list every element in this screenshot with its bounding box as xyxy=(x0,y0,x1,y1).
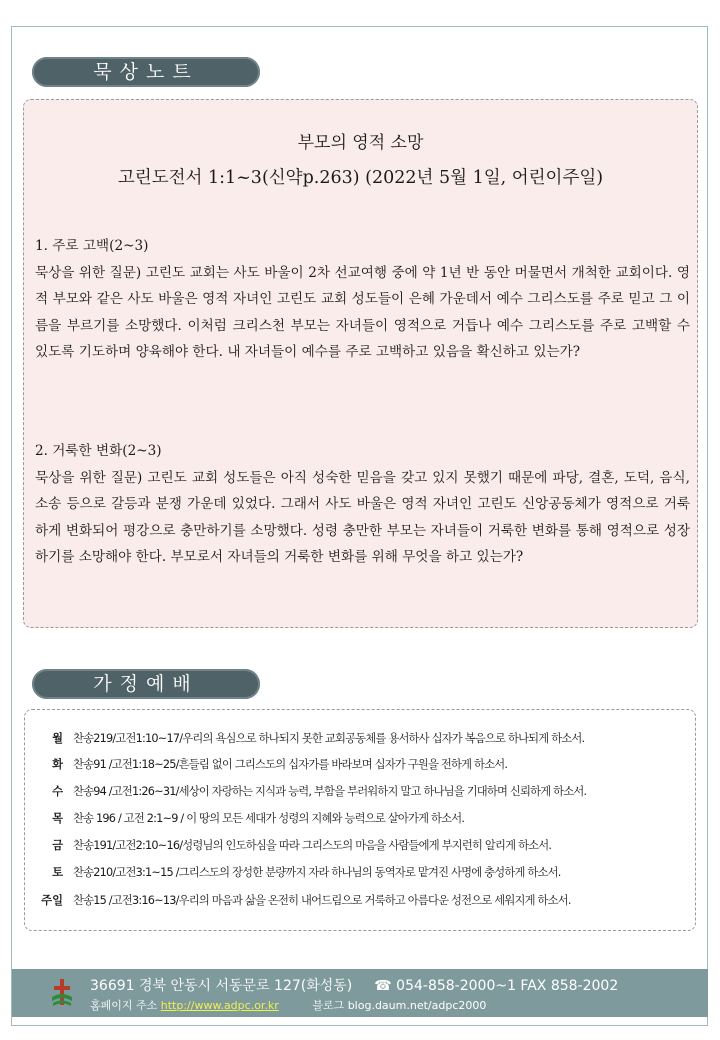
church-logo-icon xyxy=(50,977,74,1009)
day-label: 목 xyxy=(52,812,63,825)
church-footer xyxy=(12,969,708,1017)
worship-text: 찬송15 /고전3:16~13/우리의 마음과 삶을 온전히 내어드림으로 거룩하고 아름다운 성전으로 세워지게 하소서. xyxy=(73,894,571,907)
point-heading: 2. 거룩한 변화(2~3) xyxy=(35,443,162,459)
footer-web-line xyxy=(90,997,486,1013)
worship-row-mon xyxy=(33,728,693,750)
day-label: 금 xyxy=(52,839,63,852)
worship-row-sun xyxy=(33,890,693,912)
worship-text: 찬송210/고전3:1~15 /그리스도의 장성한 분량까지 자라 하나님의 동역자로 맡겨진 사명에 충성하게 하소서. xyxy=(73,866,561,879)
footer-address: 36691 경북 안동시 서동문로 127(화성동) xyxy=(90,978,353,994)
meditation-section-tab: 묵상노트 xyxy=(32,57,260,87)
meditation-box xyxy=(23,99,698,628)
worship-row-wed xyxy=(33,781,693,803)
worship-row-thu xyxy=(33,808,693,830)
day-label: 수 xyxy=(52,785,63,798)
worship-row-tue xyxy=(33,754,693,776)
scripture-reference: 고린도전서 1:1~3(신약p.263) (2022년 5월 1일, 어린이주일) xyxy=(117,168,604,188)
point-body: 묵상을 위한 질문) 고린도 교회 성도들은 아직 성숙한 믿음을 갖고 있지 못했기 때문에 파당, 결혼, 도덕, 음식, 소송 등으로 갈등과 분쟁 가운데 있었다. 그래서 사도 바울은 영적 자녀인 고린도 신앙공동체가 영적으로 거룩하게 변화되어 평강으로 충만하기를 소망했다. 성령 충만한 부모는 자녀들이 거룩한 변화를 통해 영적으로 성장하기를 소망해야 한다. 부모로서 자녀들의 거룩한 변화를 위해 무엇을 하고 있는가? xyxy=(35,469,690,565)
footer-contact-line xyxy=(90,975,618,995)
point-heading: 1. 주로 고백(2~3) xyxy=(35,238,149,254)
point-body: 묵상을 위한 질문) 고린도 교회는 사도 바울이 2차 선교여행 중에 약 1년 반 동안 머물면서 개척한 교회이다. 영적 부모와 같은 사도 바울은 영적 자녀인 고린도 교회 성도들이 은혜 가운데서 예수 그리스도를 주로 믿고 그 이름을 부르기를 소망했다. 이처럼 크리스천 부모는 자녀들이 영적으로 거듭나 예수 그리스도를 주로 고백할 수 있도록 기도하며 양육해야 한다. 내 자녀들이 예수를 주로 고백하고 있음을 확신하고 있는가? xyxy=(35,264,690,360)
day-label: 토 xyxy=(52,866,63,879)
day-label: 월 xyxy=(52,732,63,745)
worship-text: 찬송94 /고전1:26~31/세상이 자랑하는 지식과 능력, 부함을 부러워하지 말고 하나님을 기대하며 신뢰하게 하소서. xyxy=(73,785,587,798)
meditation-point-1 xyxy=(35,233,690,366)
blog-address: 블로그 blog.daum.net/adpc2000 xyxy=(312,999,487,1012)
footer-phone: ☎ 054-858-2000~1 FAX 858-2002 xyxy=(374,978,619,994)
worship-text: 찬송 196 / 고전 2:1~9 / 이 땅의 모든 세대가 성령의 지혜와 능력으로 살아가게 하소서. xyxy=(73,812,465,825)
day-label: 주일 xyxy=(41,894,63,907)
worship-text: 찬송219/고전1:10~17/우리의 욕심으로 하나되지 못한 교회공동체를 용서하사 십자가 복음으로 하나되게 하소서. xyxy=(73,732,585,745)
worship-row-sat xyxy=(33,862,693,884)
meditation-title: 부모의 영적 소망 xyxy=(297,133,424,153)
family-worship-box xyxy=(24,709,696,931)
worship-row-fri xyxy=(33,835,693,857)
homepage-link[interactable]: http://www.adpc.or.kr xyxy=(160,999,279,1012)
worship-text: 찬송191/고전2:10~16/성령님의 인도하심을 따라 그리스도의 마음을 사람들에게 부지런히 알리게 하소서. xyxy=(73,839,552,852)
day-label: 화 xyxy=(52,758,63,771)
meditation-point-2 xyxy=(35,438,690,571)
homepage-label: 홈페이지 주소 xyxy=(90,999,158,1012)
family-worship-section-tab: 가정예배 xyxy=(32,669,260,699)
worship-text: 찬송91 /고전1:18~25/흔들림 없이 그리스도의 십자가를 바라보며 십자가 구원을 전하게 하소서. xyxy=(73,758,508,771)
